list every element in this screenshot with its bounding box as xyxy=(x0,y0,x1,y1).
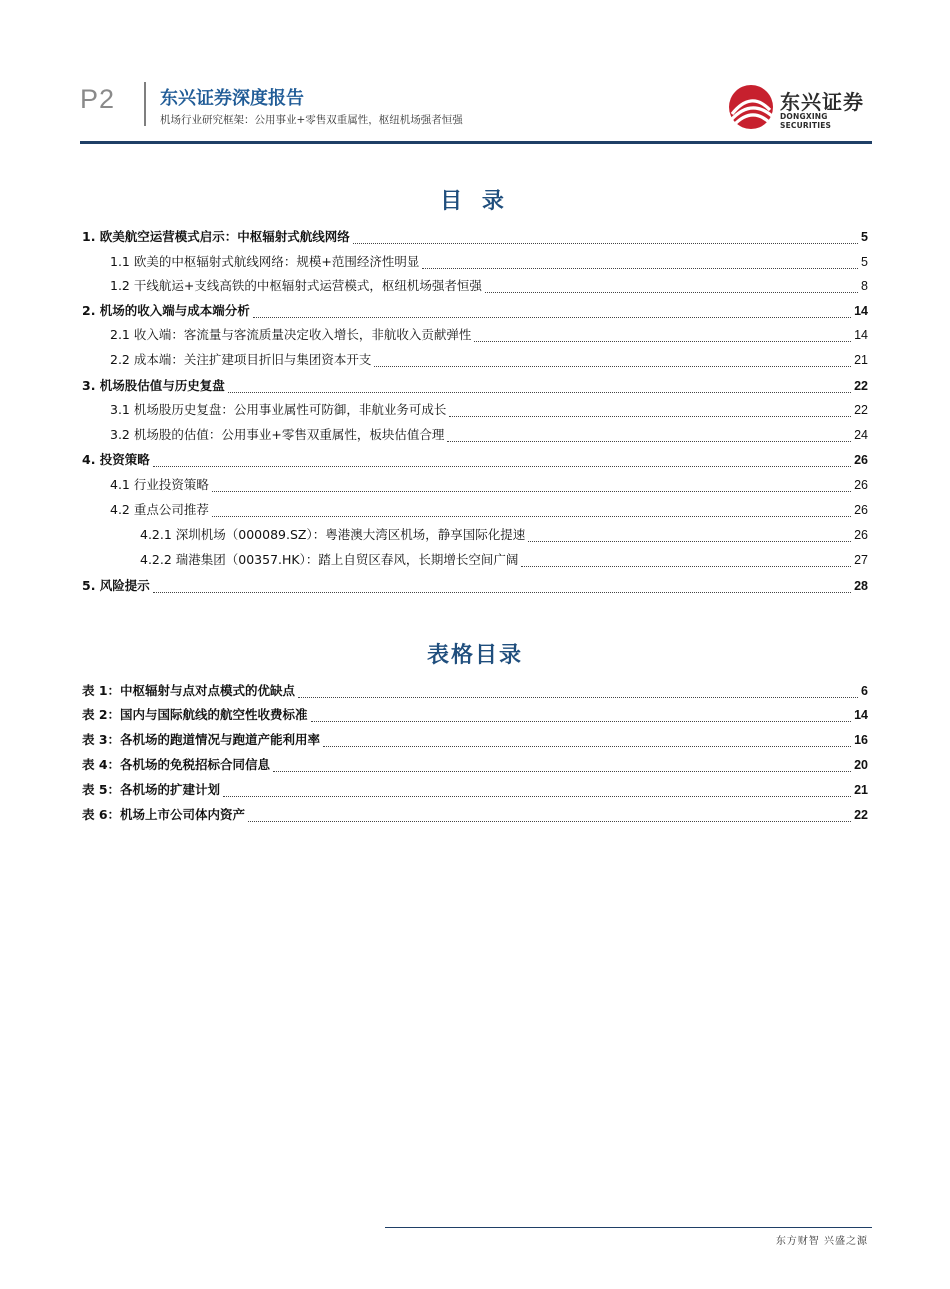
table-toc-entry[interactable] xyxy=(82,706,868,724)
toc-entry[interactable] xyxy=(140,551,868,569)
toc-entry-label: 2.2 成本端：关注扩建项目折旧与集团资本开支 xyxy=(110,352,372,367)
toc-entry-label: 4.2 重点公司推荐 xyxy=(110,502,209,517)
dot-leader xyxy=(153,458,851,467)
toc-entry[interactable] xyxy=(110,501,868,519)
dot-leader xyxy=(374,358,851,367)
dot-leader xyxy=(212,508,851,517)
toc-entry-page: 22 xyxy=(854,403,868,417)
table-toc-entry[interactable] xyxy=(82,806,868,824)
toc-entry-page: 26 xyxy=(854,503,868,517)
toc-entry-label: 2.1 收入端：客流量与客流质量决定收入增长，非航收入贡献弹性 xyxy=(110,327,472,342)
table-toc-page: 21 xyxy=(854,783,868,797)
table-toc-entry[interactable] xyxy=(82,781,868,799)
report-title: 东兴证券深度报告 xyxy=(160,88,304,109)
dot-leader xyxy=(298,689,858,698)
toc-entry-page: 8 xyxy=(861,279,868,293)
toc-entry-page: 26 xyxy=(854,453,868,467)
dot-leader xyxy=(449,408,851,417)
table-toc-entry[interactable] xyxy=(82,756,868,774)
table-toc-page: 22 xyxy=(854,808,868,822)
table-toc-label: 表 4：各机场的免税招标合同信息 xyxy=(82,757,271,772)
dot-leader xyxy=(521,558,851,567)
toc-entry-label: 4.2.2 瑞港集团（00357.HK）：踏上自贸区春风，长期增长空间广阔 xyxy=(140,552,519,567)
logo-english-name: DONGXING SECURITIES xyxy=(780,112,832,130)
table-toc-label: 表 3：各机场的跑道情况与跑道产能利用率 xyxy=(82,732,321,747)
toc-entry-page: 14 xyxy=(854,304,868,318)
toc-entry-page: 22 xyxy=(854,379,868,393)
dot-leader xyxy=(447,433,851,442)
toc-entry[interactable] xyxy=(110,426,868,444)
toc-entry-page: 27 xyxy=(854,553,868,567)
toc-entry-label: 3.2 机场股的估值：公用事业+零售双重属性，板块估值合理 xyxy=(110,427,445,442)
table-toc-label: 表 6：机场上市公司体内资产 xyxy=(82,807,246,822)
logo-chinese-name: 东兴证券 xyxy=(780,90,864,114)
dongxing-logo-icon xyxy=(728,84,774,130)
toc-entry-label: 5. 风险提示 xyxy=(82,578,150,593)
footer-slogan: 东方财智 兴盛之源 xyxy=(775,1236,868,1247)
toc-entry-page: 14 xyxy=(854,328,868,342)
table-toc-label: 表 1：中枢辐射与点对点模式的优缺点 xyxy=(82,683,296,698)
tables-toc-title: 表格目录 xyxy=(426,643,523,668)
toc-entry-label: 1.1 欧美的中枢辐射式航线网络：规模+范围经济性明显 xyxy=(110,254,420,269)
table-toc-entry[interactable] xyxy=(82,731,868,749)
toc-entry-page: 5 xyxy=(861,255,868,269)
dongxing-logo xyxy=(728,84,878,130)
dot-leader xyxy=(353,235,858,244)
table-toc-entry[interactable] xyxy=(82,682,868,700)
dot-leader xyxy=(248,813,851,822)
dot-leader xyxy=(228,384,851,393)
toc-entry-label: 4. 投资策略 xyxy=(82,452,150,467)
dot-leader xyxy=(223,788,851,797)
table-toc-page: 16 xyxy=(854,733,868,747)
dot-leader xyxy=(485,284,858,293)
toc-entry[interactable] xyxy=(82,228,868,246)
page-number: P2 xyxy=(80,84,116,114)
toc-entry-label: 1. 欧美航空运营模式启示：中枢辐射式航线网络 xyxy=(82,229,350,244)
toc-entry-page: 5 xyxy=(861,230,868,244)
toc-entry-label: 4.2.1 深圳机场（000089.SZ）：粤港澳大湾区机场，静享国际化提速 xyxy=(140,527,526,542)
table-toc-page: 20 xyxy=(854,758,868,772)
toc-entry[interactable] xyxy=(110,351,868,369)
footer-rule xyxy=(385,1227,872,1228)
toc-entry[interactable] xyxy=(82,377,868,395)
dot-leader xyxy=(273,763,851,772)
toc-entry-label: 1.2 干线航运+支线高铁的中枢辐射式运营模式，枢纽机场强者恒强 xyxy=(110,278,482,293)
table-toc-label: 表 2：国内与国际航线的航空性收费标准 xyxy=(82,707,308,722)
table-toc-page: 6 xyxy=(861,684,868,698)
dot-leader xyxy=(422,260,858,269)
toc-entry-page: 24 xyxy=(854,428,868,442)
toc-entry[interactable] xyxy=(140,526,868,544)
dot-leader xyxy=(253,309,851,318)
report-subtitle: 机场行业研究框架：公用事业+零售双重属性，枢纽机场强者恒强 xyxy=(160,114,463,126)
dot-leader xyxy=(212,483,851,492)
dot-leader xyxy=(474,333,851,342)
toc-entry-label: 3. 机场股估值与历史复盘 xyxy=(82,378,225,393)
toc-entry[interactable] xyxy=(110,326,868,344)
page-header xyxy=(0,0,950,150)
toc-entry-page: 21 xyxy=(854,353,868,367)
toc-entry-label: 4.1 行业投资策略 xyxy=(110,477,209,492)
table-toc-label: 表 5：各机场的扩建计划 xyxy=(82,782,221,797)
dot-leader xyxy=(311,713,852,722)
dot-leader xyxy=(323,738,851,747)
toc-entry-page: 26 xyxy=(854,528,868,542)
toc-entry-label: 3.1 机场股历史复盘：公用事业属性可防御，非航业务可成长 xyxy=(110,402,447,417)
toc-entry[interactable] xyxy=(82,302,868,320)
header-divider xyxy=(144,82,146,126)
toc-entry[interactable] xyxy=(82,577,868,595)
header-rule xyxy=(80,141,872,144)
toc-entry-label: 2. 机场的收入端与成本端分析 xyxy=(82,303,250,318)
dot-leader xyxy=(153,584,851,593)
toc-entry[interactable] xyxy=(110,476,868,494)
toc-entry[interactable] xyxy=(82,451,868,469)
table-toc-page: 14 xyxy=(854,708,868,722)
toc-entry[interactable] xyxy=(110,253,868,271)
toc-title: 目 录 xyxy=(440,189,510,214)
toc-entry-page: 28 xyxy=(854,579,868,593)
toc-entry[interactable] xyxy=(110,401,868,419)
dot-leader xyxy=(528,533,851,542)
toc-entry[interactable] xyxy=(110,277,868,295)
toc-entry-page: 26 xyxy=(854,478,868,492)
